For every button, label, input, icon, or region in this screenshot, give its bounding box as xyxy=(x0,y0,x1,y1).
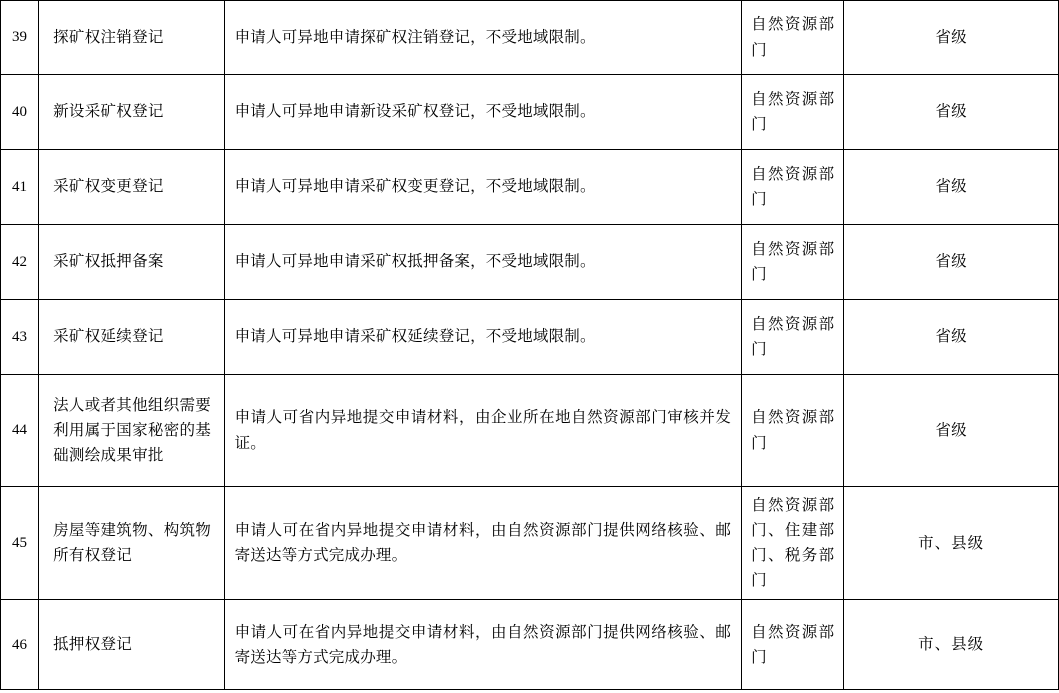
row-index-cell xyxy=(1,600,39,690)
item-department: 自然资源部门 xyxy=(751,16,835,59)
table-row xyxy=(1,75,1059,150)
row-index: 39 xyxy=(12,29,28,46)
item-description: 申请人可异地申请新设采矿权登记，不受地域限制。 xyxy=(234,103,596,121)
row-level-cell xyxy=(844,300,1059,375)
row-index: 46 xyxy=(12,636,28,653)
row-department-cell xyxy=(742,225,844,300)
row-name-cell xyxy=(39,375,225,487)
item-level: 市、县级 xyxy=(918,636,985,654)
row-department-cell xyxy=(742,487,844,600)
item-level: 省级 xyxy=(935,103,967,121)
item-name: 新设采矿权登记 xyxy=(53,103,164,121)
item-level: 省级 xyxy=(935,328,967,346)
item-department: 自然资源部门 xyxy=(751,240,835,283)
row-description-cell xyxy=(224,375,741,487)
row-index-cell xyxy=(1,225,39,300)
item-description: 申请人可在省内异地提交申请材料，由自然资源部门提供网络核验、邮寄送达等方式完成办理。 xyxy=(234,522,732,565)
row-index-cell xyxy=(1,75,39,150)
row-level-cell xyxy=(844,375,1059,487)
table-body xyxy=(1,1,1059,690)
item-department: 自然资源部门 xyxy=(751,623,835,666)
row-name-cell xyxy=(39,1,225,75)
row-name-cell xyxy=(39,600,225,690)
row-name-cell xyxy=(39,487,225,600)
item-level: 省级 xyxy=(935,253,967,271)
row-level-cell xyxy=(844,225,1059,300)
item-name: 法人或者其他组织需要利用属于国家秘密的基础测绘成果审批 xyxy=(53,396,212,465)
item-name: 采矿权抵押备案 xyxy=(53,253,164,271)
item-level: 省级 xyxy=(935,421,967,439)
row-department-cell xyxy=(742,300,844,375)
item-department: 自然资源部门 xyxy=(751,90,835,133)
item-description: 申请人可异地申请探矿权注销登记，不受地域限制。 xyxy=(234,28,596,46)
item-level: 省级 xyxy=(935,28,967,46)
table-row xyxy=(1,375,1059,487)
item-name: 探矿权注销登记 xyxy=(53,28,164,46)
item-description: 申请人可在省内异地提交申请材料，由自然资源部门提供网络核验、邮寄送达等方式完成办理。 xyxy=(234,623,732,666)
row-department-cell xyxy=(742,1,844,75)
row-index: 41 xyxy=(12,178,28,195)
row-index-cell xyxy=(1,300,39,375)
row-name-cell xyxy=(39,150,225,225)
item-level: 市、县级 xyxy=(918,534,985,552)
table-row xyxy=(1,1,1059,75)
row-level-cell xyxy=(844,150,1059,225)
row-name-cell xyxy=(39,300,225,375)
item-description: 申请人可异地申请采矿权变更登记，不受地域限制。 xyxy=(234,178,596,196)
row-level-cell xyxy=(844,75,1059,150)
row-index: 42 xyxy=(12,253,28,270)
row-department-cell xyxy=(742,375,844,487)
table-row xyxy=(1,225,1059,300)
row-description-cell xyxy=(224,75,741,150)
row-index: 44 xyxy=(12,422,28,439)
row-department-cell xyxy=(742,600,844,690)
item-department: 自然资源部门、住建部门、税务部门 xyxy=(751,497,835,590)
item-department: 自然资源部门 xyxy=(751,165,835,208)
row-department-cell xyxy=(742,150,844,225)
row-description-cell xyxy=(224,150,741,225)
item-name: 房屋等建筑物、构筑物所有权登记 xyxy=(53,522,212,565)
row-index-cell xyxy=(1,150,39,225)
row-index-cell xyxy=(1,487,39,600)
row-name-cell xyxy=(39,75,225,150)
row-index: 45 xyxy=(12,535,28,552)
row-level-cell xyxy=(844,1,1059,75)
item-department: 自然资源部门 xyxy=(751,315,835,358)
row-index: 40 xyxy=(12,103,28,120)
row-description-cell xyxy=(224,1,741,75)
item-description: 申请人可异地申请采矿权延续登记，不受地域限制。 xyxy=(234,328,596,346)
row-department-cell xyxy=(742,75,844,150)
row-name-cell xyxy=(39,225,225,300)
item-description: 申请人可省内异地提交申请材料，由企业所在地自然资源部门审核并发证。 xyxy=(234,409,732,452)
row-description-cell xyxy=(224,225,741,300)
item-level: 省级 xyxy=(935,178,967,196)
row-index: 43 xyxy=(12,328,28,345)
item-name: 采矿权延续登记 xyxy=(53,328,164,346)
item-department: 自然资源部门 xyxy=(751,409,835,452)
item-name: 抵押权登记 xyxy=(53,636,133,654)
table-row xyxy=(1,150,1059,225)
row-description-cell xyxy=(224,600,741,690)
item-description: 申请人可异地申请采矿权抵押备案，不受地域限制。 xyxy=(234,253,596,271)
row-level-cell xyxy=(844,487,1059,600)
row-description-cell xyxy=(224,300,741,375)
table-row xyxy=(1,487,1059,600)
row-description-cell xyxy=(224,487,741,600)
row-level-cell xyxy=(844,600,1059,690)
table-row xyxy=(1,300,1059,375)
item-name: 采矿权变更登记 xyxy=(53,178,164,196)
row-index-cell xyxy=(1,1,39,75)
table-row xyxy=(1,600,1059,690)
row-index-cell xyxy=(1,375,39,487)
